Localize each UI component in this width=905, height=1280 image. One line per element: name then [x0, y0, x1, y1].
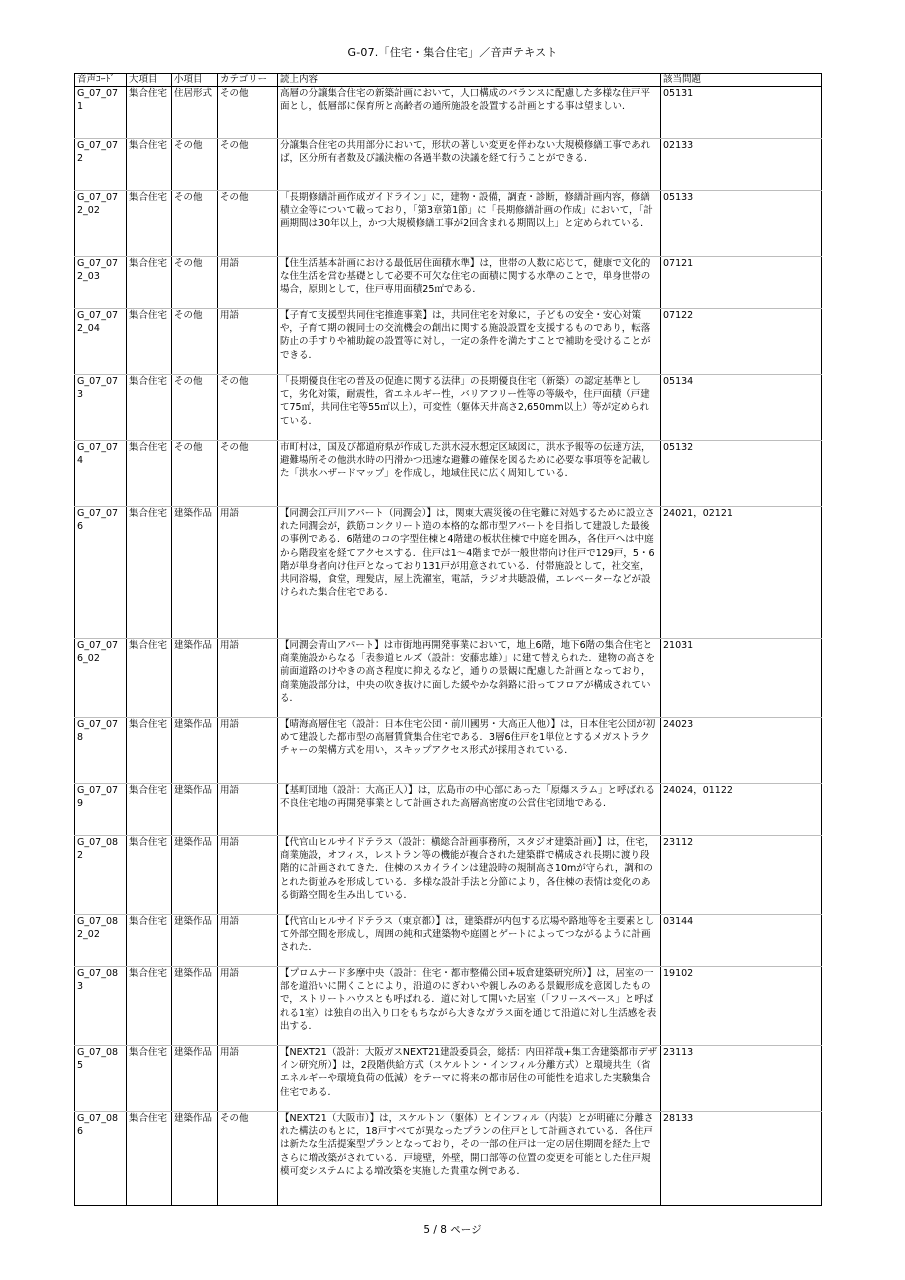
content-cell: 【代官山ヒルサイドテラス（設計：槇総合計画事務所，スタジオ建築計画）】は，住宅，商業施設，オフィス，レストラン等の機能が複合された建築群で構成され長期に渡り段階的に計画されてきた．住棟のスカイラインは建設時の規制高さ10mが守られ，調和のとれた街並みを形成している．多様な設計手法と分節により，各住棟の表情は変化のある街路空間を生み出している．: [278, 836, 661, 915]
table-row: [75, 718, 822, 784]
major-cell: 集合住宅: [127, 718, 172, 784]
major-cell: 集合住宅: [127, 1046, 172, 1112]
header-minor: 小項目: [172, 74, 218, 87]
page-number: 5 / 8 ページ: [423, 1224, 482, 1236]
problems-cell: 21031: [661, 639, 822, 718]
category-cell: 用語: [218, 257, 278, 309]
code-cell: G_07_072_02: [75, 191, 127, 257]
category-cell: 用語: [218, 915, 278, 967]
category-cell: 用語: [218, 507, 278, 639]
code-cell: G_07_072_03: [75, 257, 127, 309]
content-cell: 【同潤会青山アパート】は市街地再開発事業において，地上6階，地下6階の集合住宅と商業施設からなる「表参道ヒルズ（設計：安藤忠雄）」に建て替えられた．建物の高さを前面道路のけやきの高さ程度に抑えるなど，通りの景観に配慮した計画となっており，商業施設部分は，中央の吹き抜けに面した緩やかな斜路に沿ってフロアが構成されている．: [278, 639, 661, 718]
page-title: G-07.「住宅・集合住宅」／音声テキスト: [347, 46, 558, 59]
problems-cell: 24024，01122: [661, 784, 822, 836]
major-cell: 集合住宅: [127, 915, 172, 967]
table-row: [75, 139, 822, 191]
minor-cell: 建築作品: [172, 718, 218, 784]
content-cell: 分譲集合住宅の共用部分において，形状の著しい変更を伴わない大規模修繕工事であれば，区分所有者数及び議決権の各過半数の決議を経て行うことができる．: [278, 139, 661, 191]
problems-cell: 23112: [661, 836, 822, 915]
category-cell: 用語: [218, 718, 278, 784]
code-cell: G_07_082_02: [75, 915, 127, 967]
table-row: [75, 191, 822, 257]
header-category: カテゴリー: [218, 74, 278, 87]
major-cell: 集合住宅: [127, 191, 172, 257]
table-row: [75, 1112, 822, 1206]
code-cell: G_07_079: [75, 784, 127, 836]
major-cell: 集合住宅: [127, 507, 172, 639]
table-header-row: [75, 74, 822, 87]
content-cell: 【同潤会江戸川アパート（同潤会）】は，関東大震災後の住宅難に対処するために設立された同潤会が，鉄筋コンクリート造の本格的な都市型アパートを目指して建設した最後の事例である．6階建のコの字型住棟と4階建の板状住棟で中庭を囲み，各住戸へは中庭から階段室を経てアクセスする．住戸は1～4階までが一般世帯向け住戸で129戸，5・6階が単身者向け住戸となっており131戸が用意されている．付帯施設として，社交室，共同浴場，食堂，理髪店，屋上洗濯室，電話，ラジオ共聴設備，エレベーターなどが設けられた集合住宅である．: [278, 507, 661, 639]
minor-cell: その他: [172, 139, 218, 191]
category-cell: 用語: [218, 967, 278, 1046]
code-cell: G_07_082: [75, 836, 127, 915]
code-cell: G_07_071: [75, 87, 127, 139]
category-cell: 用語: [218, 639, 278, 718]
content-cell: 【基町団地（設計：大高正人）】は，広島市の中心部にあった「原爆スラム」と呼ばれる不良住宅地の再開発事業として計画された高層高密度の公営住宅団地である．: [278, 784, 661, 836]
problems-cell: 05132: [661, 441, 822, 507]
table-row: [75, 1046, 822, 1112]
major-cell: 集合住宅: [127, 967, 172, 1046]
table-row: [75, 87, 822, 139]
code-cell: G_07_072_04: [75, 309, 127, 375]
minor-cell: 建築作品: [172, 967, 218, 1046]
content-cell: 高層の分譲集合住宅の新築計画において，人口構成のバランスに配慮した多様な住戸平面とし，低層部に保育所と高齢者の通所施設を設置する計画とする事は望ましい．: [278, 87, 661, 139]
table-row: [75, 915, 822, 967]
code-cell: G_07_072: [75, 139, 127, 191]
code-cell: G_07_076: [75, 507, 127, 639]
major-cell: 集合住宅: [127, 836, 172, 915]
content-cell: 【住生活基本計画における最低居住面積水準】は，世帯の人数に応じて，健康で文化的な住生活を営む基礎として必要不可欠な住宅の面積に関する水準のことで，単身世帯の場合，原則として，住戸専用面積25㎡である．: [278, 257, 661, 309]
table-row: [75, 375, 822, 441]
minor-cell: その他: [172, 375, 218, 441]
table-row: [75, 257, 822, 309]
problems-cell: 28133: [661, 1112, 822, 1206]
major-cell: 集合住宅: [127, 87, 172, 139]
content-cell: 【プロムナード多摩中央（設計：住宅・都市整備公団+坂倉建築研究所）】は，居室の一部を道沿いに開くことにより，沿道のにぎわいや親しみのある景観形成を意図したもので，ストリートハウスとも呼ばれる．道に対して開いた居室（「フリースペース」と呼ばれる1室）は独自の出入り口をもちながら大きなガラス面を通じて沿道に対し生活感を表出する．: [278, 967, 661, 1046]
content-cell: 【代官山ヒルサイドテラス（東京都）】は，建築群が内包する広場や路地等を主要素として外部空間を形成し，周囲の純和式建築物や庭園とゲートによってつながるように計画された．: [278, 915, 661, 967]
category-cell: その他: [218, 1112, 278, 1206]
major-cell: 集合住宅: [127, 257, 172, 309]
minor-cell: 住居形式: [172, 87, 218, 139]
major-cell: 集合住宅: [127, 1112, 172, 1206]
problems-cell: 05134: [661, 375, 822, 441]
minor-cell: 建築作品: [172, 915, 218, 967]
problems-cell: 24023: [661, 718, 822, 784]
code-cell: G_07_078: [75, 718, 127, 784]
minor-cell: その他: [172, 257, 218, 309]
problems-cell: 03144: [661, 915, 822, 967]
category-cell: その他: [218, 191, 278, 257]
problems-cell: 05131: [661, 87, 822, 139]
code-cell: G_07_073: [75, 375, 127, 441]
major-cell: 集合住宅: [127, 784, 172, 836]
problems-cell: 19102: [661, 967, 822, 1046]
content-cell: 「長期修繕計画作成ガイドライン」に，建物・設備，調査・診断，修繕計画内容，修繕積立金等について載っており，「第3章第1節」に「長期修繕計画の作成」において，「計画期間は30年以上，かつ大規模修繕工事が2回含まれる期間以上」と定められている．: [278, 191, 661, 257]
major-cell: 集合住宅: [127, 139, 172, 191]
minor-cell: 建築作品: [172, 836, 218, 915]
minor-cell: その他: [172, 191, 218, 257]
table-row: [75, 639, 822, 718]
code-cell: G_07_086: [75, 1112, 127, 1206]
category-cell: その他: [218, 87, 278, 139]
minor-cell: 建築作品: [172, 784, 218, 836]
minor-cell: その他: [172, 441, 218, 507]
header-problems: 該当問題: [661, 74, 822, 87]
category-cell: その他: [218, 139, 278, 191]
major-cell: 集合住宅: [127, 441, 172, 507]
problems-cell: 05133: [661, 191, 822, 257]
table-row: [75, 309, 822, 375]
category-cell: 用語: [218, 309, 278, 375]
minor-cell: 建築作品: [172, 1046, 218, 1112]
content-cell: 「長期優良住宅の普及の促進に関する法律」の長期優良住宅（新築）の認定基準として，劣化対策，耐震性，省エネルギー性，バリアフリー性等の等級や，住戸面積（戸建て75㎡，共同住宅等55㎡以上），可変性（躯体天井高さ2,650mm以上）等が定められている．: [278, 375, 661, 441]
table-row: [75, 441, 822, 507]
content-cell: 【晴海高層住宅（設計：日本住宅公団・前川國男・大高正人他）】は，日本住宅公団が初めて建設した都市型の高層賃貸集合住宅である．3層6住戸を1単位とするメガストラクチャーの架構方式を用い，スキップアクセス形式が採用されている．: [278, 718, 661, 784]
major-cell: 集合住宅: [127, 639, 172, 718]
problems-cell: 02133: [661, 139, 822, 191]
problems-cell: 07121: [661, 257, 822, 309]
header-major: 大項目: [127, 74, 172, 87]
content-cell: 【子育て支援型共同住宅推進事業】は，共同住宅を対象に，子どもの安全・安心対策や，子育て期の親同士の交流機会の創出に関する施設設置を支援するものであり，転落防止の手すりや補助錠の設置等に対し，一定の条件を満たすことで補助を受けることができる．: [278, 309, 661, 375]
table-row: [75, 967, 822, 1046]
code-cell: G_07_074: [75, 441, 127, 507]
table-row: [75, 784, 822, 836]
code-cell: G_07_085: [75, 1046, 127, 1112]
category-cell: 用語: [218, 1046, 278, 1112]
major-cell: 集合住宅: [127, 375, 172, 441]
category-cell: 用語: [218, 836, 278, 915]
minor-cell: 建築作品: [172, 1112, 218, 1206]
content-cell: 【NEXT21（大阪市）】は，スケルトン（躯体）とインフィル（内装）とが明確に分離された構法のもとに，18戸すべてが異なったプランの住戸として計画されている．各住戸は新たな生活提案型プランとなっており，その一部の住戸は一定の居住期間を経た上でさらに増改築がされている．戸境壁，外壁，開口部等の位置の変更を可能とした住戸規模可変システムによる増改築を実施した貴重な例である．: [278, 1112, 661, 1206]
table-row: [75, 836, 822, 915]
category-cell: 用語: [218, 784, 278, 836]
major-cell: 集合住宅: [127, 309, 172, 375]
header-code: 音声ｺｰﾄﾞ: [75, 74, 127, 87]
category-cell: その他: [218, 375, 278, 441]
audio-text-table: [74, 73, 822, 1206]
code-cell: G_07_083: [75, 967, 127, 1046]
minor-cell: 建築作品: [172, 507, 218, 639]
content-cell: 【NEXT21（設計：大阪ガスNEXT21建設委員会，総括：内田祥哉+集工舎建築都市デザイン研究所）】は，2段階供給方式（スケルトン・インフィル分離方式）と環境共生（省エネルギーや環境負荷の低減）をテーマに将来の都市居住の可能性を追求した実験集合住宅である．: [278, 1046, 661, 1112]
header-content: 読上内容: [278, 74, 661, 87]
content-cell: 市町村は，国及び都道府県が作成した洪水浸水想定区域図に，洪水予報等の伝達方法，避難場所その他洪水時の円滑かつ迅速な避難の確保を図るために必要な事項等を記載した「洪水ハザードマップ」を作成し，地域住民に広く周知している．: [278, 441, 661, 507]
minor-cell: 建築作品: [172, 639, 218, 718]
problems-cell: 23113: [661, 1046, 822, 1112]
problems-cell: 24021，02121: [661, 507, 822, 639]
minor-cell: その他: [172, 309, 218, 375]
code-cell: G_07_076_02: [75, 639, 127, 718]
table-row: [75, 507, 822, 639]
problems-cell: 07122: [661, 309, 822, 375]
category-cell: その他: [218, 441, 278, 507]
